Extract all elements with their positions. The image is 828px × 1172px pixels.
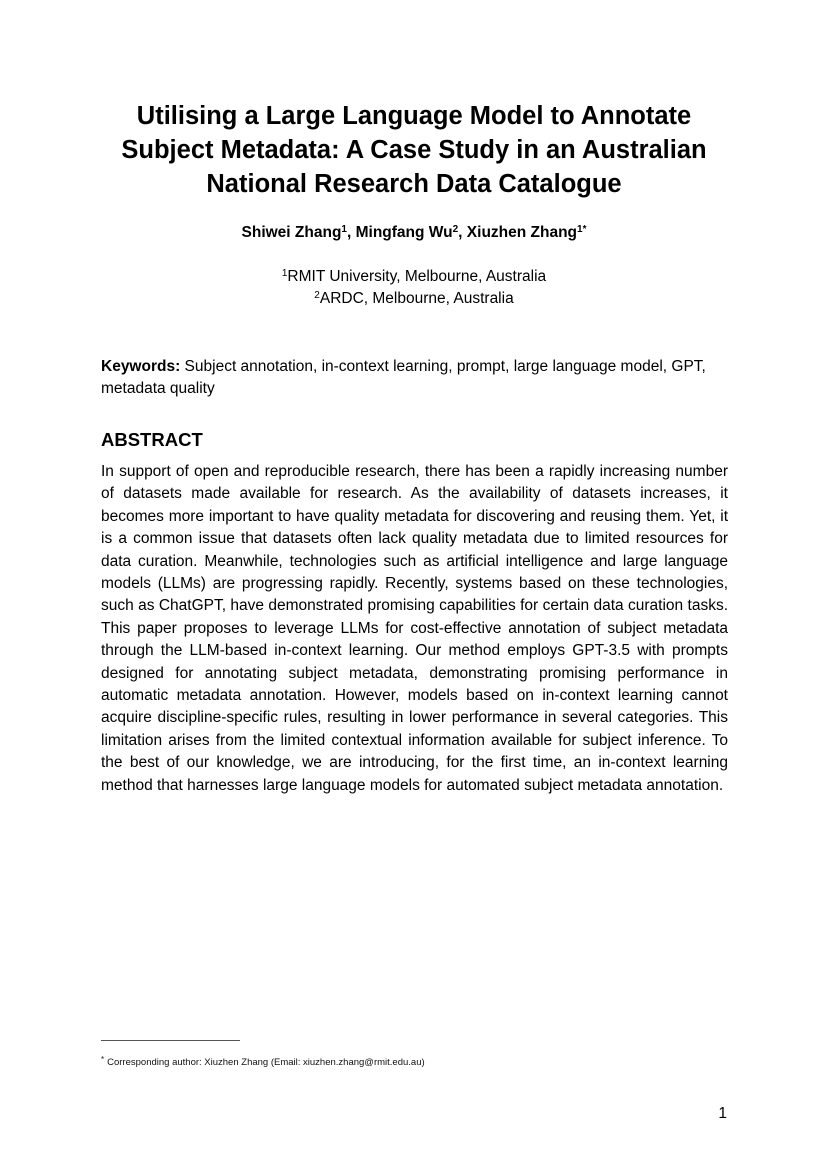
author-list (90, 223, 738, 243)
keywords-label: Keywords: (101, 358, 181, 375)
abstract-body: In support of open and reproducible research, there has been a rapidly increasing number of datasets made available for research. As the availability of datasets increases, it becomes more important to have quality metadata for discovering and reusing them. Yet, it is a common issue that datasets often lack quality metadata due to limited resources for data curation. Meanwhile, technologies such as artificial intelligence and large language models (LLMs) are progressing rapidly. Recently, systems based on these technologies, such as ChatGPT, have demonstrated promising capabilities for certain data curation tasks. This paper proposes to leverage LLMs for cost-effective annotation of subject metadata through the LLM-based in-context learning. Our method employs GPT-3.5 with prompts designed for annotating subject metadata, demonstrating promising performance in automatic metadata annotation. However, models based on in-context learning cannot acquire discipline-specific rules, resulting in lower performance in several categories. This limitation arises from the limited contextual information available for subject inference. To the best of our knowledge, we are introducing, for the first time, an in-context learning method that harnesses large language models for automated subject metadata annotation. (101, 463, 728, 794)
affiliation-text: RMIT University, Melbourne, Australia (287, 268, 547, 285)
keywords (101, 356, 728, 401)
author-name: Xiuzhen Zhang (466, 224, 578, 241)
author-affiliation-mark: 1 (341, 224, 347, 235)
affiliation-mark: 2 (314, 290, 320, 301)
author-name: Mingfang Wu (355, 224, 453, 241)
author-separator: , (458, 224, 467, 241)
page-number: 1 (718, 1105, 727, 1122)
author-name: Shiwei Zhang (241, 224, 342, 241)
footnote-text: Corresponding author: Xiuzhen Zhang (Email: xiuzhen.zhang@rmit.edu.au) (107, 1057, 425, 1068)
affiliation-text: ARDC, Melbourne, Australia (319, 290, 514, 307)
footnote (101, 1053, 425, 1070)
affiliation-mark: 1 (281, 268, 288, 279)
footnote-mark: * (101, 1055, 105, 1064)
affiliation (90, 267, 738, 287)
abstract-heading: ABSTRACT (101, 429, 203, 450)
author-separator: , (346, 224, 356, 241)
affiliation (90, 289, 738, 309)
author-affiliation-mark: 2 (452, 224, 459, 235)
footnote-divider (101, 1040, 240, 1041)
author-affiliation-mark: 1* (577, 224, 587, 235)
keywords-text: Subject annotation, in-context learning, prompt, large language model, GPT, metadata quality (101, 358, 706, 398)
paper-title: Utilising a Large Language Model to Annotate Subject Metadata: A Case Study in an Australian National Research Data Catalogue (121, 102, 707, 198)
